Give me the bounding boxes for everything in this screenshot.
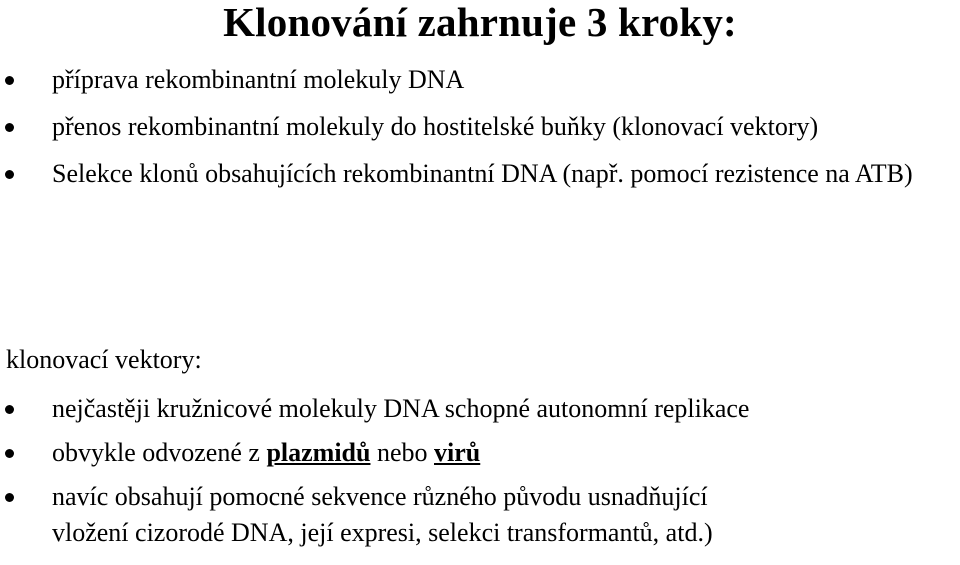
slide-title: Klonování zahrnuje 3 kroky: — [223, 0, 737, 45]
vector-text-line1: navíc obsahují pomocné sekvence různého původu usnadňující — [52, 482, 708, 511]
bullet-icon — [5, 493, 14, 502]
list-item — [0, 479, 960, 551]
vectors-list — [0, 391, 960, 559]
list-item — [0, 156, 922, 192]
list-item — [0, 435, 960, 471]
step-text: přenos rekombinantní molekuly do hostitelské buňky (klonovací vektory) — [52, 112, 819, 141]
vector-text-middle: nebo — [370, 438, 435, 467]
list-item — [0, 109, 922, 145]
vector-text: nejčastěji kružnicové molekuly DNA schopné autonomní replikace — [52, 394, 750, 423]
step-text: Selekce klonů obsahujících rekombinantní DNA (např. pomocí rezistence na ATB) — [52, 159, 913, 188]
list-item — [0, 391, 960, 427]
bullet-icon — [5, 449, 14, 458]
bullet-icon — [5, 76, 14, 85]
bullet-icon — [5, 123, 14, 132]
vector-text-prefix: obvykle odvozené z — [52, 438, 267, 467]
plasmids-link[interactable]: plazmidů — [266, 438, 371, 467]
vectors-heading: klonovací vektory: — [6, 345, 202, 374]
steps-list — [0, 62, 960, 203]
vector-text-line2: vložení cizorodé DNA, její expresi, selekci transformantů, atd.) — [52, 518, 713, 547]
list-item — [0, 62, 960, 98]
viruses-link[interactable]: virů — [434, 438, 481, 467]
bullet-icon — [5, 405, 14, 414]
bullet-icon — [5, 170, 14, 179]
step-text: příprava rekombinantní molekuly DNA — [52, 65, 465, 94]
